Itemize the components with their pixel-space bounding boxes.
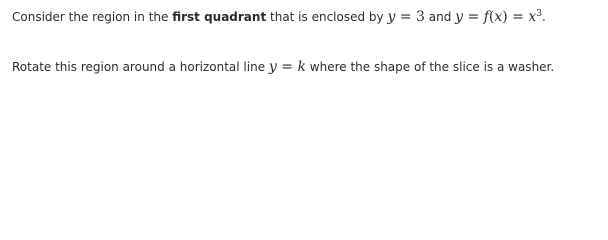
rotate-text: Rotate this region around a horizontal line: [12, 60, 269, 74]
math-paren-close-equals: ) =: [502, 9, 529, 25]
equation-y-equals-k: [269, 59, 306, 75]
math-equals-3: = 3: [395, 9, 425, 25]
first-quadrant-bold-text: first quadrant: [172, 10, 267, 24]
math-exponent: 3: [536, 9, 542, 19]
math-variable-y: y: [387, 9, 396, 25]
math-variable-x: x: [494, 9, 503, 25]
problem-statement-line-1: [12, 6, 546, 25]
math-paren-open: (: [488, 9, 495, 25]
and-text: and: [424, 10, 456, 24]
math-variable-k: k: [297, 59, 306, 75]
equation-y-equals-f-of-x: [455, 9, 542, 25]
equation-y-equals-3: [387, 9, 424, 25]
math-variable-y: y: [268, 59, 277, 75]
problem-statement-line-2: [12, 59, 554, 75]
math-variable-x: x: [528, 9, 537, 25]
intro-text: Consider the region in the: [12, 10, 173, 24]
enclosed-by-text: that is enclosed by: [266, 10, 388, 24]
sentence-period: .: [542, 10, 546, 24]
math-variable-y: y: [455, 9, 464, 25]
math-equals: =: [463, 9, 484, 25]
math-function-f: f: [483, 9, 489, 25]
washer-text: where the shape of the slice is a washer.: [305, 60, 555, 74]
math-equals: =: [276, 59, 298, 75]
